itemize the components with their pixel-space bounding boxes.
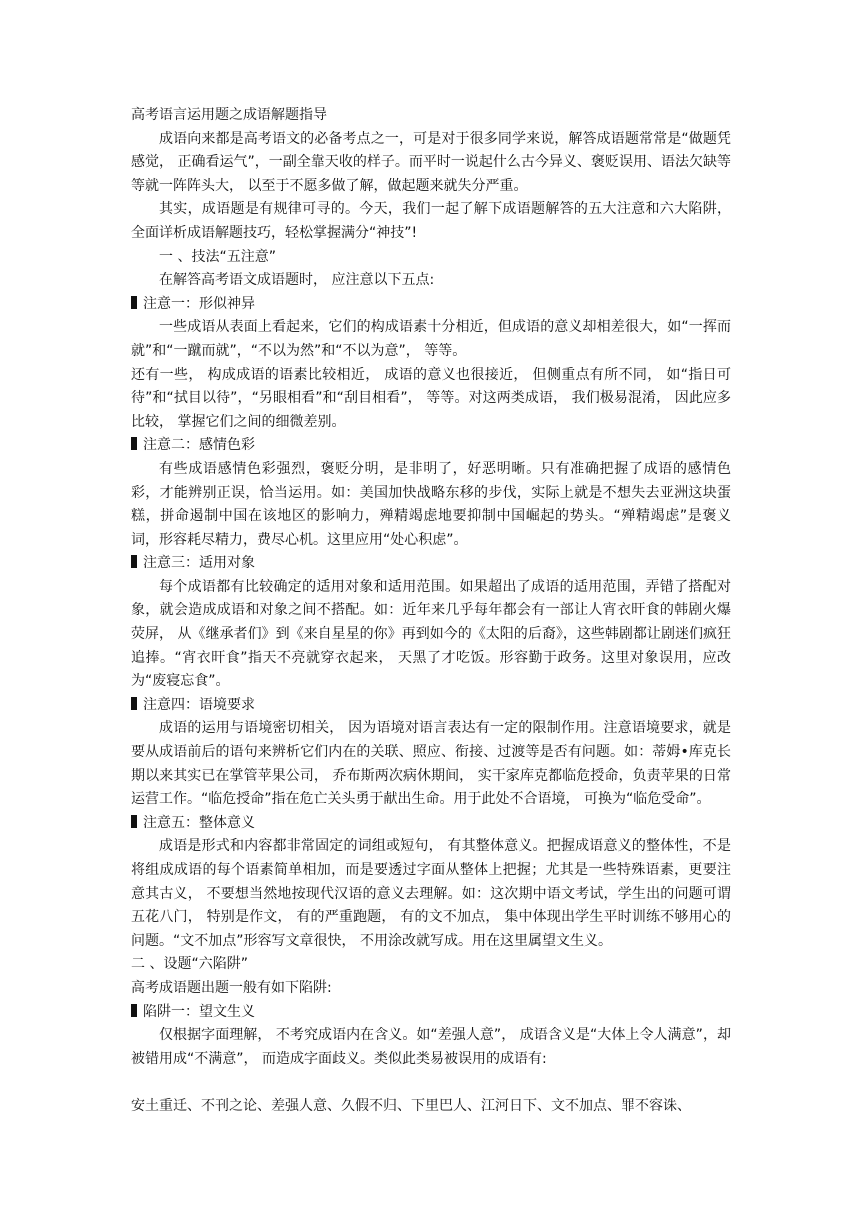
section2-lead: 高考成语题出题一般有如下陷阱: — [131, 979, 332, 996]
note-heading-4 — [131, 694, 731, 718]
note-paragraph: 一些成语从表面上看起来，它们的构成语素十分相近，但成语的意义却相差很大，如“一挥而就”和“一蹴而就”，“不以为然”和“不以为意”， 等等。 — [131, 319, 731, 359]
note-paragraph: 成语的运用与语境密切相关， 因为语境对语言表达有一定的限制作用。注意语境要求，就是要从成语前后的语句来辨析它们内在的关联、照应、衔接、过渡等是否有问题。如：蒂姆•库克长期以来其实已在掌管苹果公司， 乔布斯两次病休期间， 实干家库克都临危授命，负责苹果的日常运营工作。“临危授命”指在危亡关头勇于献出生命。用于此处不合语境， 可换为“临危受命”。 — [131, 720, 731, 808]
note-heading-5 — [131, 812, 731, 836]
document-body — [131, 104, 731, 1119]
note-paragraph: 成语是形式和内容都非常固定的词组或短句， 有其整体意义。把握成语意义的整体性，不是将组成成语的每个语素简单相加，而是要透过字面从整体上把握；尤其是一些特殊语素，更要注意其古义， 不要想当然地按现代汉语的意义去理解。如：这次期中语文考试，学生出的问题可谓五花八门， 特别是作文， 有的严重跑题， 有的文不加点， 集中体现出学生平时训练不够用心的问题。“文不加点”形容写文章很快， 不用涂改就写成。用在这里属望文生义。 — [131, 838, 731, 949]
note-paragraph: 还有一些， 构成成语的语素比较相近， 成语的意义也很接近， 但侧重点有所不同， 如“指日可待”和“拭目以待”，“另眼相看”和“刮目相看”， 等等。对这两类成语， 我们极易混淆， 因此应多比较， 掌握它们之间的细微差别。 — [131, 366, 731, 430]
bullet-icon — [131, 697, 137, 710]
bullet-icon — [131, 815, 137, 828]
note-paragraph: 有些成语感情色彩强烈，褒贬分明，是非明了，好恶明晰。只有准确把握了成语的感情色彩，才能辨别正误，恰当运用。如：美国加快战略东移的步伐，实际上就是不想失去亚洲这块蛋糕，拼命遏制中国在该地区的影响力，殚精竭虑地要抑制中国崛起的势头。“殚精竭虑”是褒义词，形容耗尽精力，费尽心机。这里应用“处心积虑”。 — [131, 460, 731, 548]
note-heading-3 — [131, 552, 731, 576]
note-label: 注意三：适用对象 — [143, 555, 255, 572]
section1-lead: 在解答高考语文成语题时， 应注意以下五点: — [159, 272, 435, 289]
section1-heading: 一 、技法“五注意” — [159, 248, 276, 265]
trap-heading-1 — [131, 1001, 731, 1025]
note-heading-1 — [131, 293, 731, 317]
bullet-icon — [131, 437, 137, 450]
idiom-list-line: 安土重迁、不刊之论、差强人意、久假不归、下里巴人、江河日下、文不加点、罪不容诛、 — [131, 1097, 691, 1114]
intro-paragraph-1: 成语向来都是高考语文的必备考点之一，可是对于很多同学来说，解答成语题常常是“做题凭感觉， 正确看运气”，一副全靠天收的样子。而平时一说起什么古今异义、褒贬误用、语法欠缺等等就一阵阵头大， 以至于不愿多做了解，做起题来就失分严重。 — [131, 130, 731, 194]
bullet-icon — [131, 555, 137, 568]
note-label: 注意四：语境要求 — [143, 696, 255, 713]
trap-paragraph: 仅根据字面理解， 不考究成语内在含义。如“差强人意”， 成语含义是“大体上令人满意”，却被错用成“不满意”， 而造成字面歧义。类似此类易被误用的成语有: — [131, 1027, 731, 1067]
intro-paragraph-2: 其实，成语题是有规律可寻的。今天，我们一起了解下成语题解答的五大注意和六大陷阱，全面详析成语解题技巧，轻松掌握满分“神技”! — [131, 201, 731, 241]
note-label: 注意五：整体意义 — [143, 814, 255, 831]
bullet-icon — [131, 1004, 137, 1017]
document-title: 高考语言运用题之成语解题指导 — [131, 107, 327, 123]
note-heading-2 — [131, 434, 731, 458]
blank-line — [131, 1071, 731, 1095]
note-paragraph: 每个成语都有比较确定的适用对象和适用范围。如果超出了成语的适用范围，弄错了搭配对象，就会造成成语和对象之间不搭配。如：近年来几乎每年都会有一部让人宵衣旰食的韩剧火爆荧屏， 从《继承者们》到《来自星星的你》再到如今的《太阳的后裔》，这些韩剧都让剧迷们疯狂追捧。“宵衣旰食”指天不亮就穿衣起来， 天黑了才吃饭。形容勤于政务。这里对象误用，应改为“废寝忘食”。 — [131, 578, 731, 690]
bullet-icon — [131, 296, 137, 309]
section2-heading: 二 、设题“六陷阱” — [131, 956, 248, 973]
trap-label: 陷阱一：望文生义 — [143, 1003, 255, 1020]
note-label: 注意二：感情色彩 — [143, 437, 255, 454]
note-label: 注意一：形似神异 — [143, 295, 255, 312]
